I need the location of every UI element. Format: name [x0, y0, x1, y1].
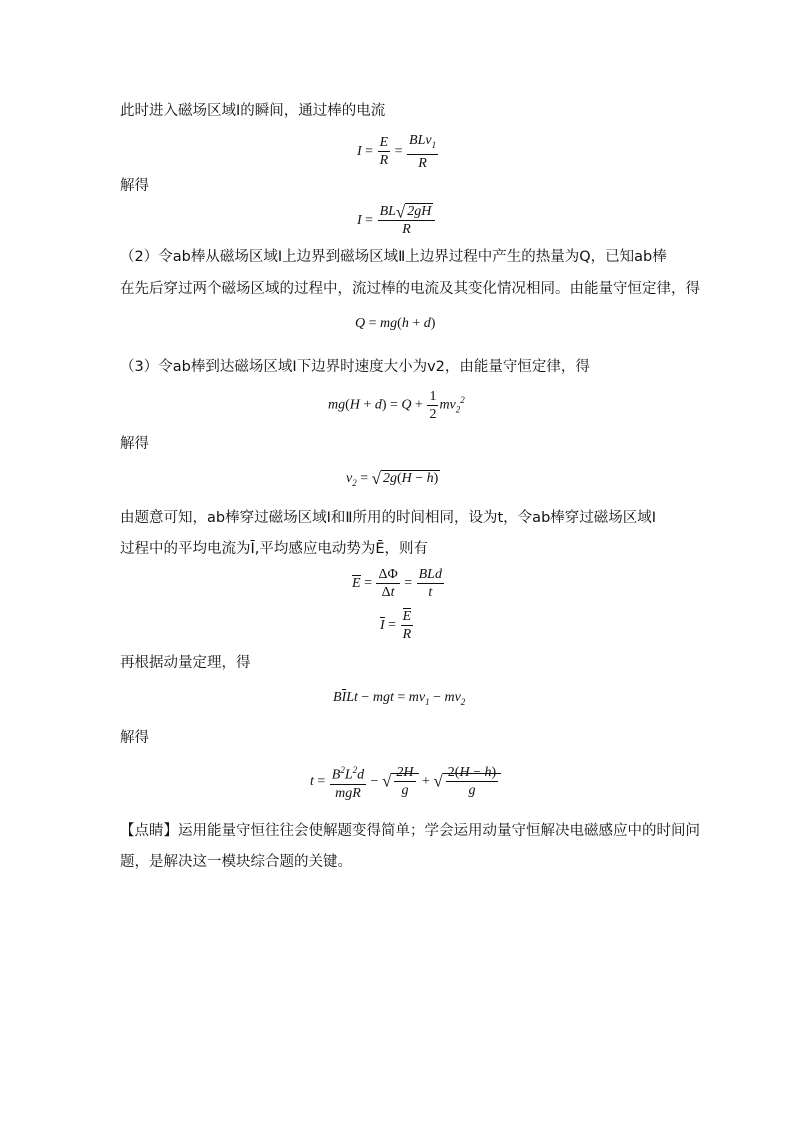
equation-average-current: I = $\frac{E}{R}$: [380, 609, 412, 642]
equation-heat: Q = mg(h + d): [355, 316, 436, 331]
equation-average-emf: E = $\frac{\Delta\Phi}{\Delta t}$ = $\frac{\text{BLd}}{t}$: [352, 567, 442, 600]
paragraph-part4-line1: 由题意可知，ab棒穿过磁场区域Ⅰ和Ⅱ所用的时间相同，设为t，令ab棒穿过磁场区域Ⅰ: [120, 510, 657, 526]
equation-energy: mg(H + d) = Q + $\frac{1}{2}$ $mv_2^2$: [328, 389, 465, 422]
note-comment-tag: 【点睛】: [120, 823, 178, 839]
paragraph-part2-line1: （2）令ab棒从磁场区域Ⅰ上边界到磁场区域Ⅱ上边界过程中产生的热量为Q，已知ab棒: [120, 249, 667, 265]
paragraph-current-entry: 此时进入磁场区域Ⅰ的瞬间，通过棒的电流: [120, 103, 386, 119]
label-solve-3: 解得: [120, 730, 149, 746]
note-comment-text: 运用能量守恒往往会使解题变得简单；学会运用动量守恒解决电磁感应中的时间问: [178, 823, 700, 839]
equation-current-1: I = $\frac{E}{R}$ = $\frac{BLv_1}{R}$: [357, 133, 437, 171]
paragraph-part4-line2: 过程中的平均电流为Ī,平均感应电动势为Ē，则有: [120, 541, 429, 557]
note-comment-line1: [120, 820, 700, 842]
note-comment-line2: 题，是解决这一模块综合题的关键。: [120, 854, 352, 870]
paragraph-part2-line2: 在先后穿过两个磁场区域的过程中，流过棒的电流及其变化情况相同。由能量守恒定律，得: [120, 281, 700, 297]
paragraph-part3: （3）令ab棒到达磁场区域Ⅰ下边界时速度大小为v2，由能量守恒定律，得: [120, 359, 590, 375]
equation-time: t = $\frac{B^2L^2d}{\text{mgR}}$ − √ $\frac{2H}{g}$ + √ $\frac{2(H - h)}{g}$: [310, 762, 501, 802]
label-solve-1: 解得: [120, 178, 149, 194]
paragraph-momentum: 再根据动量定理，得: [120, 655, 251, 671]
equation-v2: $v_2$ = √ 2g(H − h): [346, 469, 439, 489]
label-solve-2: 解得: [120, 436, 149, 452]
equation-momentum: BILt − mgt = $mv_1 - mv_2$: [333, 690, 466, 707]
equation-current-2: I = $\frac{BL√ 2gH}{R}$: [357, 203, 436, 238]
